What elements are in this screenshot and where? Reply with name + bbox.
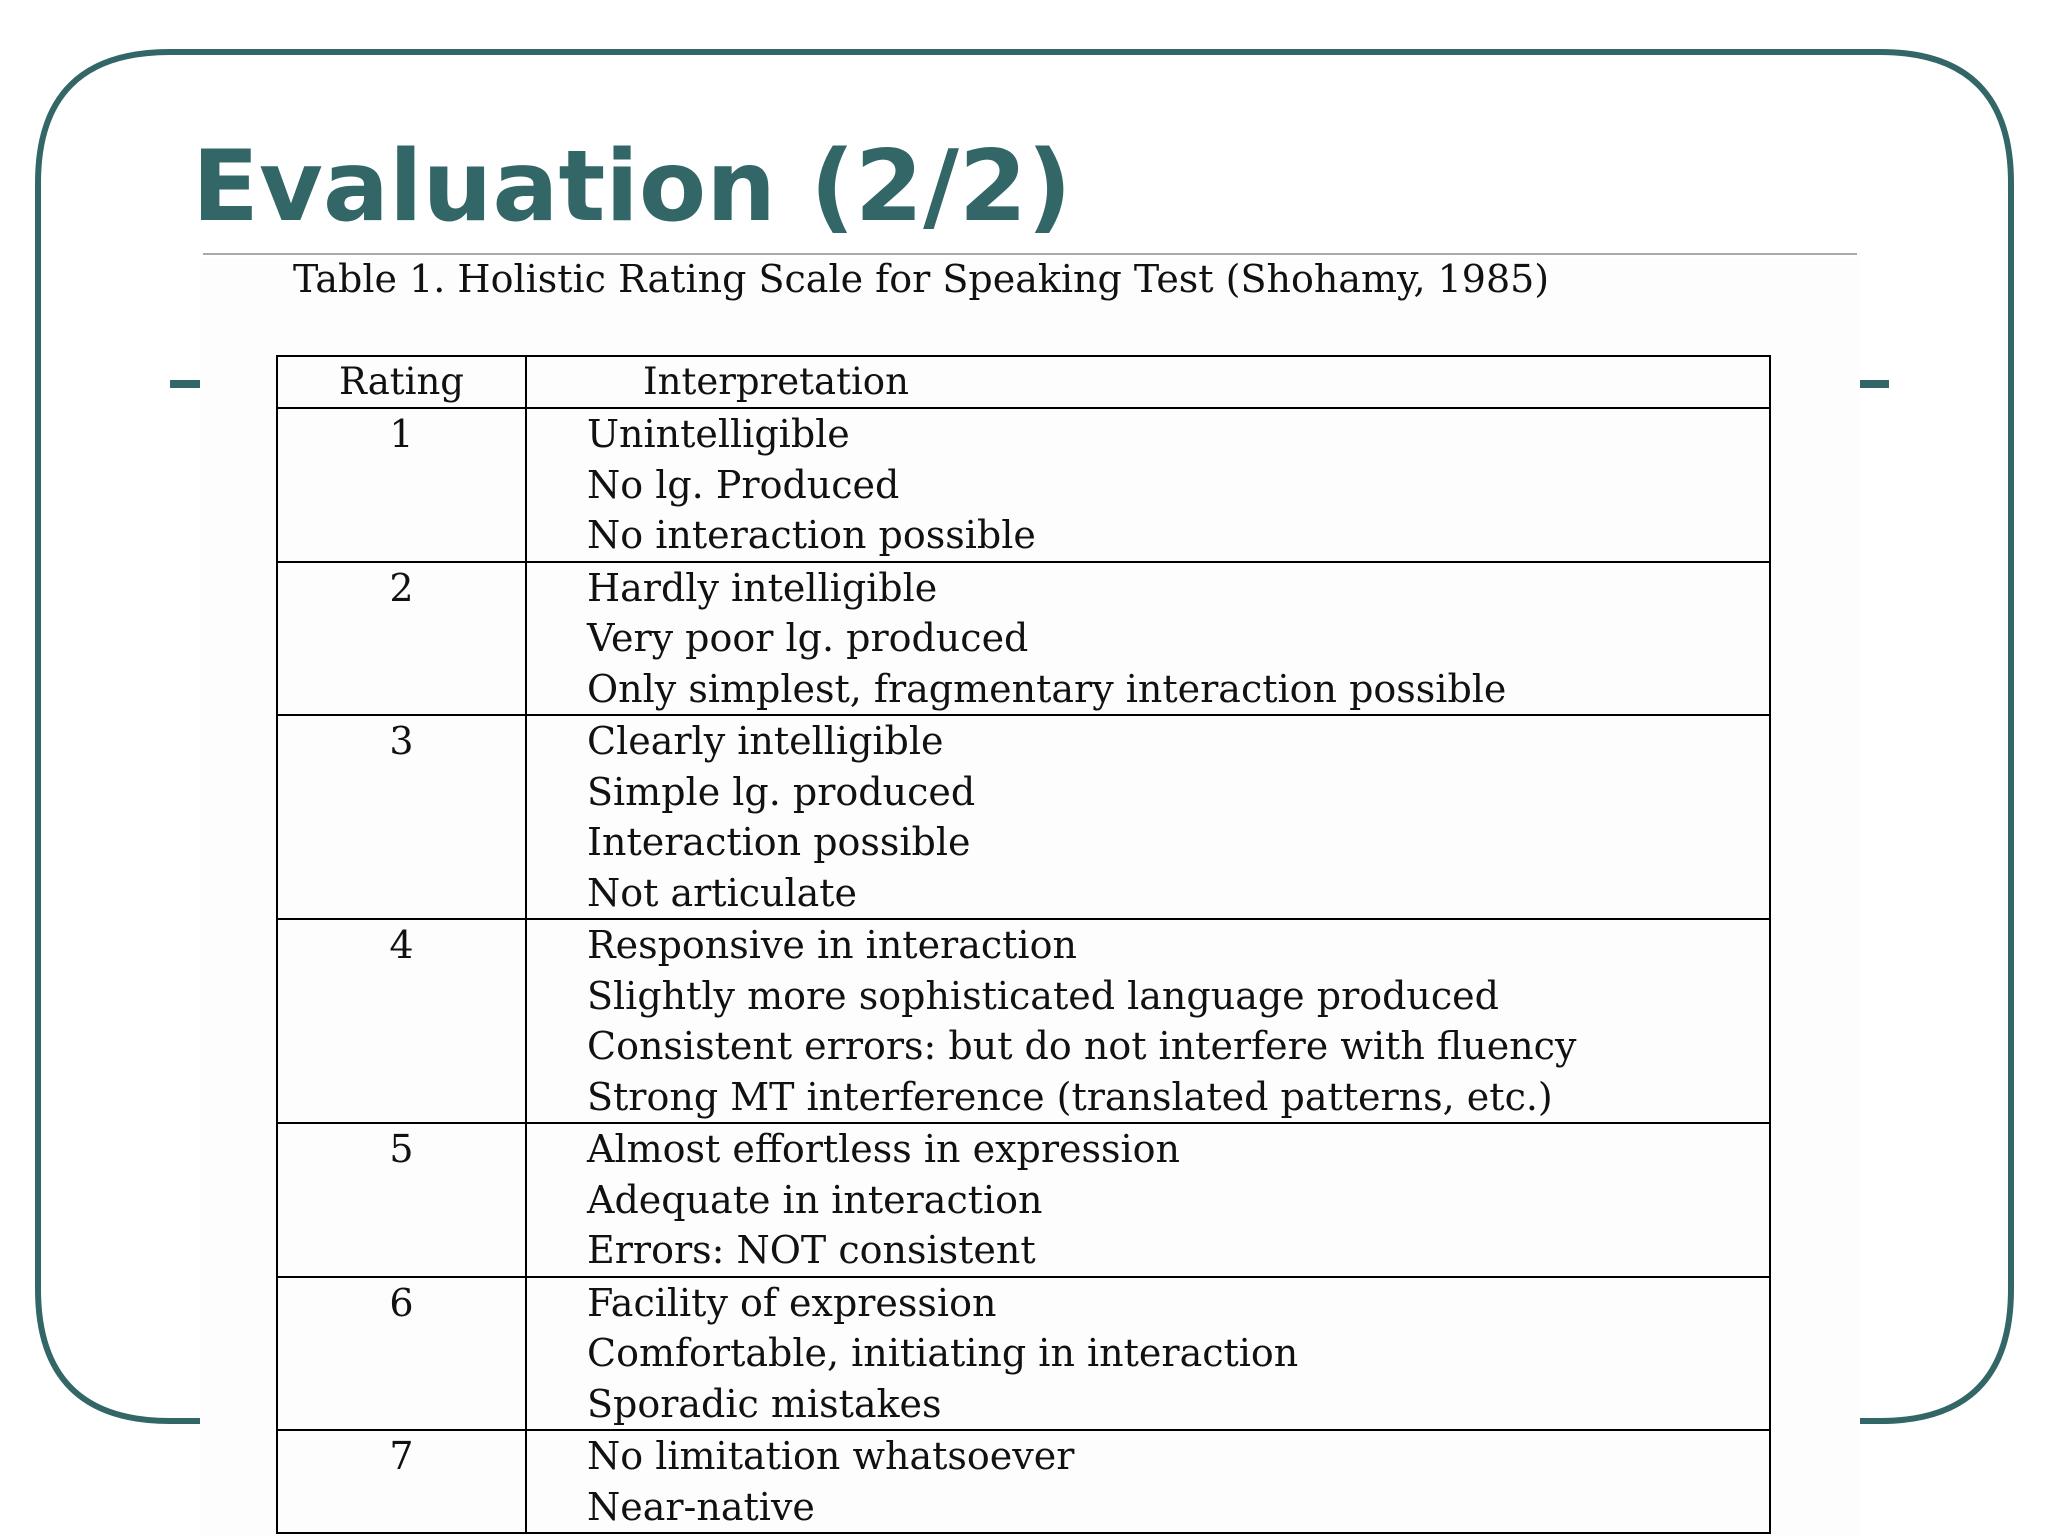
right-accent-bar [1857,380,1889,388]
rating-value: 5 [277,1123,526,1277]
interpretation-line: Consistent errors: but do not interfere with fluency [587,1024,1577,1068]
interpretation-line: Strong MT interference (translated patterns, etc.) [587,1074,1553,1119]
table-caption: Table 1. Holistic Rating Scale for Speaking Test (Shohamy, 1985) [293,257,1550,301]
interpretation-line: Responsive in interaction [587,923,1077,967]
rating-value: 1 [277,408,526,562]
interpretation-line: No lg. Produced [587,462,900,507]
interpretation-line: Adequate in interaction [587,1177,1043,1222]
title-divider [203,253,1857,255]
interpretation-cell [526,1430,1770,1533]
interpretation-cell [526,715,1770,919]
interpretation-line: Only simplest, fragmentary interaction possible [587,666,1507,711]
interpretation-line: Hardly intelligible [587,565,938,610]
rating-value: 7 [277,1430,526,1533]
interpretation-cell [526,919,1770,1123]
interpretation-line: Facility of expression [587,1280,997,1325]
rating-column-header: Rating [277,356,526,408]
holistic-rating-table [276,355,1771,1534]
interpretation-line: Almost effortless in expression [587,1127,1180,1171]
table-header-row [277,356,1770,408]
interpretation-line: Not articulate [587,870,858,915]
interpretation-line: Interaction possible [587,820,971,864]
table-row [277,715,1770,919]
interpretation-line: Errors: NOT consistent [587,1228,1036,1272]
interpretation-line: Comfortable, initiating in interaction [587,1331,1299,1375]
table-row [277,919,1770,1123]
rating-value: 6 [277,1277,526,1431]
interpretation-line: No limitation whatsoever [587,1434,1075,1478]
left-accent-bar [170,380,202,388]
interpretation-cell [526,408,1770,562]
interpretation-line: Simple lg. produced [587,769,976,814]
interpretation-line: Sporadic mistakes [587,1381,942,1426]
interpretation-column-header: Interpretation [526,356,1770,408]
interpretation-cell [526,1123,1770,1277]
rating-value: 2 [277,562,526,716]
interpretation-cell [526,562,1770,716]
interpretation-line: Near-native [587,1484,815,1529]
rating-value: 4 [277,919,526,1123]
interpretation-cell [526,1277,1770,1431]
rating-value: 3 [277,715,526,919]
interpretation-line: No interaction possible [587,513,1036,557]
interpretation-line: Very poor lg. produced [587,616,1029,660]
table-row [277,408,1770,562]
slide-title: Evaluation (2/2) [192,130,1072,244]
interpretation-line: Slightly more sophisticated language produced [587,973,1499,1018]
table-row [277,1277,1770,1431]
interpretation-line: Clearly intelligible [587,719,944,763]
interpretation-line: Unintelligible [587,412,850,456]
table-row [277,1123,1770,1277]
table-row [277,562,1770,716]
table-row [277,1430,1770,1533]
